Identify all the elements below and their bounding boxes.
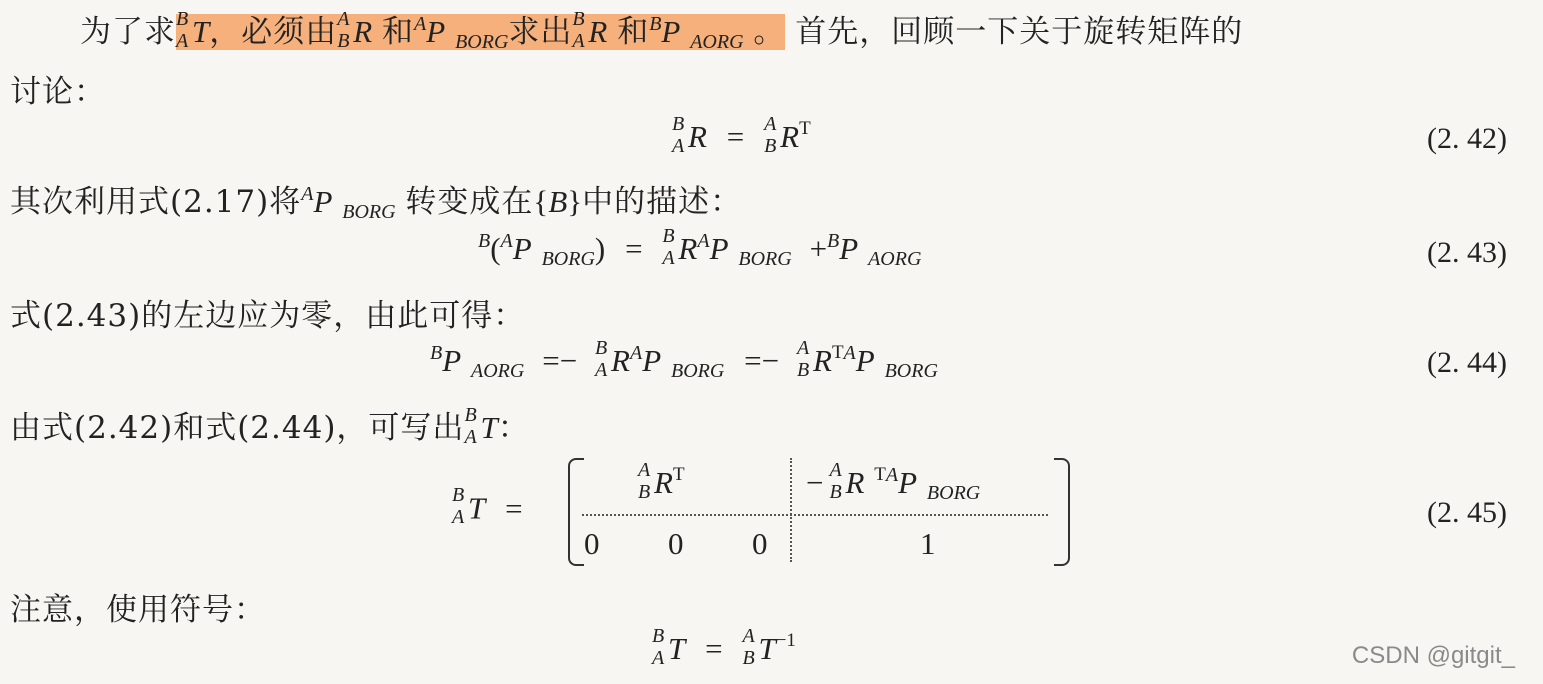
text-segment: 首先，回顾一下关于旋转矩阵的 [795,14,1244,50]
equation-2-42: B A R = A B $R^T$ [672,112,811,157]
paragraph-line-2: 讨论： [10,74,106,110]
text-segment: 为了求 [80,14,176,50]
equation-number: (2. 45) [1427,496,1507,529]
equation-number: (2. 42) [1427,122,1507,155]
matrix-column-divider [790,458,792,562]
paragraph-line-4: 式(2.43)的左边应为零，由此可得： [10,298,526,334]
matrix-cell-zero: 0 [752,526,768,561]
paragraph-line-1 [80,6,1243,54]
frame-scripts: B A [572,7,585,52]
matrix-cell-zero: 0 [584,526,600,561]
matrix-cell-rotation: A B $R^T$ [638,458,685,503]
equation-number: (2. 43) [1427,236,1507,269]
frame-scripts: B A [176,7,189,52]
matrix-cell-one: 1 [920,526,936,561]
frame-scripts: A B [337,7,350,52]
paragraph-line-6: 注意，使用符号： [10,592,266,628]
left-bracket [568,458,584,566]
paragraph-line-3: 其次利用式(2.17)将$^A$P BORG 转变成在{B}中的描述： [10,183,743,223]
paragraph-line-5: 由式(2.42)和式(2.44)，可写出 B A T： [10,403,530,448]
highlighted-text: B A T，必须由 A B R 和$^A$P BORG求出 B A R 和$^B$P AORG 。 [176,7,786,53]
right-bracket [1054,458,1070,566]
matrix-cell-zero: 0 [668,526,684,561]
equation-2-44: $^B$P AORG =− B A $R^AP$ BORG =− A B $R^{TA}P$ BORG [430,336,938,382]
matrix-cell-translation: − A B R $^{TA}$P BORG [806,458,981,504]
homogeneous-transform-matrix [568,458,1070,566]
equation-inverse: B A T = A B $T^{-1}$ [652,624,796,669]
equation-2-45-lhs: B A T = [452,484,523,528]
watermark: CSDN @gitgit_ [1351,642,1515,669]
equation-number: (2. 44) [1427,346,1507,379]
matrix-row-divider [582,514,1048,516]
equation-2-43: $^B$($^A$P BORG) = B A $R^AP$ BORG +$^B$P AORG [478,224,922,270]
